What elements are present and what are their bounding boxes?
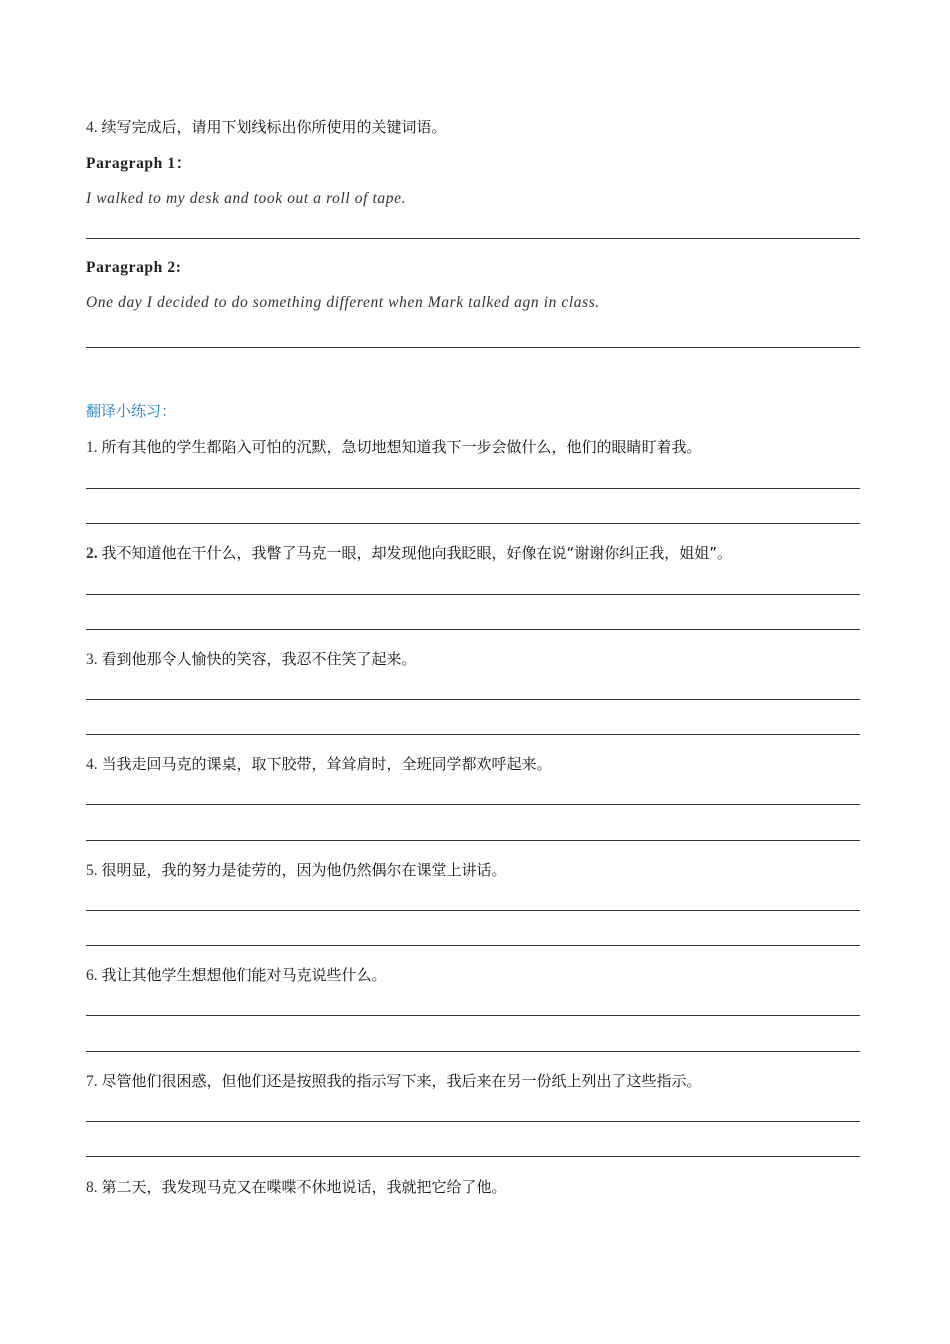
item-text: 我不知道他在干什么，我瞥了马克一眼，却发现他向我眨眼，好像在说“谢谢你纠正我，姐姐”。 xyxy=(101,544,733,562)
answer-line[interactable] xyxy=(86,910,860,911)
translation-item xyxy=(86,965,387,986)
answer-line[interactable] xyxy=(86,699,860,700)
item-text: 看到他那令人愉快的笑容，我忍不住笑了起来。 xyxy=(101,650,417,668)
item-number: 4. xyxy=(86,756,98,773)
item-text: 我让其他学生想想他们能对马克说些什么。 xyxy=(101,966,387,984)
answer-line[interactable] xyxy=(86,523,860,524)
answer-line[interactable] xyxy=(86,629,860,630)
item-text: 所有其他的学生都陷入可怕的沉默，急切地想知道我下一步会做什么，他们的眼睛盯着我。 xyxy=(101,438,702,456)
item-text: 当我走回马克的课桌，取下胶带，耸耸肩时，全班同学都欢呼起来。 xyxy=(101,755,552,773)
answer-line[interactable] xyxy=(86,238,860,239)
answer-line[interactable] xyxy=(86,1121,860,1122)
translation-item xyxy=(86,754,552,775)
item-number: 8. xyxy=(86,1179,98,1196)
translation-item xyxy=(86,437,702,458)
answer-line[interactable] xyxy=(86,804,860,805)
item-number: 1. xyxy=(86,439,98,456)
instruction-number: 4. xyxy=(86,119,98,136)
answer-line[interactable] xyxy=(86,1156,860,1157)
translation-item xyxy=(86,1177,507,1198)
answer-line[interactable] xyxy=(86,1015,860,1016)
item-number: 5. xyxy=(86,862,98,879)
item-text: 第二天，我发现马克又在喋喋不休地说话，我就把它给了他。 xyxy=(101,1178,507,1196)
answer-line[interactable] xyxy=(86,840,860,841)
instruction-text: 续写完成后，请用下划线标出你所使用的关键词语。 xyxy=(101,118,447,136)
translation-item xyxy=(86,649,417,670)
answer-line[interactable] xyxy=(86,945,860,946)
answer-line[interactable] xyxy=(86,594,860,595)
instruction xyxy=(86,117,447,138)
section-title: 翻译小练习： xyxy=(86,402,177,420)
paragraph1-label: Paragraph 1： xyxy=(86,155,192,172)
item-number: 3. xyxy=(86,651,98,668)
item-number: 7. xyxy=(86,1073,98,1090)
item-text: 尽管他们很困惑，但他们还是按照我的指示写下来，我后来在另一份纸上列出了这些指示。 xyxy=(101,1072,702,1090)
answer-line[interactable] xyxy=(86,1051,860,1052)
item-number: 2. xyxy=(86,545,98,562)
paragraph1-opening: I walked to my desk and took out a roll of tape. xyxy=(86,190,407,207)
paragraph2-opening: One day I decided to do something different when Mark talked agn in class. xyxy=(86,294,600,311)
answer-line[interactable] xyxy=(86,488,860,489)
translation-item xyxy=(86,1071,702,1092)
translation-item xyxy=(86,860,507,881)
paragraph2-label: Paragraph 2: xyxy=(86,259,182,276)
answer-line[interactable] xyxy=(86,347,860,348)
item-number: 6. xyxy=(86,967,98,984)
translation-item xyxy=(86,543,732,564)
item-text: 很明显，我的努力是徒劳的，因为他仍然偶尔在课堂上讲话。 xyxy=(101,861,507,879)
answer-line[interactable] xyxy=(86,734,860,735)
